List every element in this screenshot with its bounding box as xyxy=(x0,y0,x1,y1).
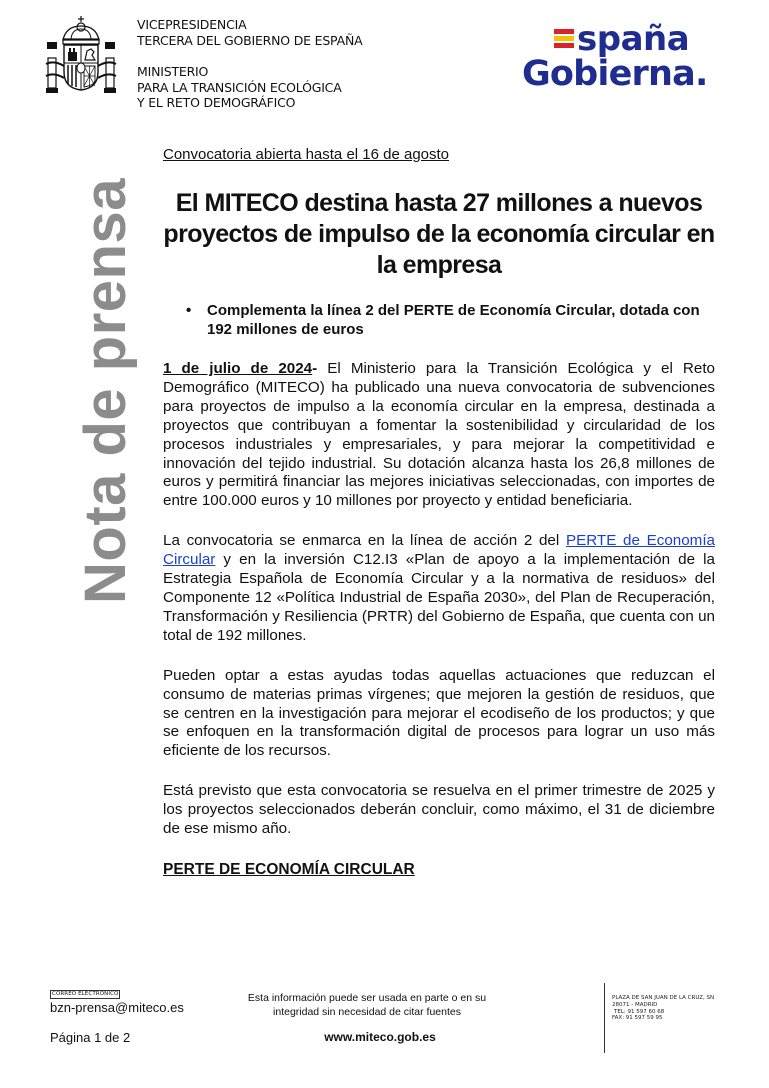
perte-link[interactable]: PERTE de Economía Circular xyxy=(163,532,715,569)
spain-coat-of-arms-icon xyxy=(44,14,118,98)
dateline-dash: - xyxy=(312,360,318,377)
paragraph-timeline: Está previsto que esta convocatoria se resuelva en el primer trimestre de 2025 y los proyectos seleccionados deberán concluir, como máximo, el 31 de diciembre de ese mismo año. xyxy=(163,782,715,838)
paragraph-intro xyxy=(163,360,715,511)
agency-block xyxy=(137,17,362,111)
deadline-notice: Convocatoria abierta hasta el 16 de agosto xyxy=(163,146,450,163)
spanish-flag-icon xyxy=(554,29,574,51)
website-link[interactable]: www.miteco.gob.es xyxy=(324,1030,436,1044)
agency-line: VICEPRESIDENCIA xyxy=(137,17,247,32)
address-line: FAX: 91 597 59 95 xyxy=(612,1015,663,1022)
bullet-icon: • xyxy=(186,302,192,319)
highlights-list xyxy=(163,301,715,339)
agency-line: TERCERA DEL GOBIERNO DE ESPAÑA xyxy=(137,32,363,48)
dateline: 1 de julio de 2024 xyxy=(163,360,313,377)
paragraph-text: La convocatoria se enmarca en la línea de acción 2 del xyxy=(163,532,566,550)
highlight-item xyxy=(186,301,715,339)
espana-gobierna-logo xyxy=(522,19,732,96)
headline: El MITECO destina hasta 27 millones a nuevos proyectos de impulso de la economía circular en la empresa xyxy=(163,189,715,279)
logo-line1: spaña xyxy=(577,19,690,59)
footer-divider xyxy=(604,983,605,1053)
ministry-line: MINISTERIO xyxy=(137,64,209,79)
email-label: CORREO ELECTRÓNICO xyxy=(52,991,119,997)
paragraph-text: y en la inversión C12.I3 «Plan de apoyo a la implementación de la Estrategia Española de Economía Circular y a la normativa de residuos» del Componente 12 «Política Industrial de España 2030», del Plan de Recuperación, Transformación y Resiliencia (PRTR) del Gobierno de España, que cuenta con un total de 192 millones. xyxy=(163,551,715,644)
logo-line2: Gobierna. xyxy=(522,54,708,94)
side-label: Nota de prensa xyxy=(73,178,138,604)
address-line: 28071 - MADRID xyxy=(612,1001,658,1008)
article xyxy=(163,146,715,879)
contact-email[interactable]: bzn-prensa@miteco.es xyxy=(50,1000,184,1015)
ministry-line: PARA LA TRANSICIÓN ECOLÓGICA xyxy=(137,79,342,95)
address-line: PLAZA DE SAN JUAN DE LA CRUZ, SN xyxy=(612,995,715,1001)
paragraph-framework xyxy=(163,532,715,645)
address-block xyxy=(612,995,714,1022)
ministry-line: Y EL RETO DEMOGRÁFICO xyxy=(137,95,296,110)
address-line: TEL: 91 597 60 68 xyxy=(614,1008,665,1015)
paragraph-eligibility: Pueden optar a estas ayudas todas aquellas actuaciones que reduzcan el consumo de materias primas vírgenes; que mejoren la gestión de residuos, que se centren en la investigación para mejorar el ecodiseño de los productos; y que se enfoquen en la transformación digital de procesos para lograr un uso más eficiente de los recursos. xyxy=(163,666,715,760)
paragraph-text: El Ministerio para la Transición Ecológica y el Reto Demográfico (MITECO) ha publicado una nueva convocatoria de subvenciones para proyectos de impulso a la economía circular en la empresa, destinada a proyectos que contribuyan a fomentar la sostenibilidad y circularidad de los procesos industriales y empresariales, y para mejorar la competitividad e innovación del tejido industrial. Su dotación alcanza hasta los 26,8 millones de euros y permitirá financiar las mejores iniciativas seleccionadas, con importes de entre 100.000 euros y 10 millones por proyecto y entidad beneficiaria. xyxy=(163,360,716,510)
usage-note: Esta información puede ser usada en parte o en su integridad sin necesidad de citar fuentes xyxy=(247,992,487,1018)
highlight-text: Complementa la línea 2 del PERTE de Economía Circular, dotada con 192 millones de euros xyxy=(207,302,700,338)
page-number: Página 1 de 2 xyxy=(50,1030,131,1045)
section-heading: PERTE DE ECONOMÍA CIRCULAR xyxy=(163,860,415,878)
